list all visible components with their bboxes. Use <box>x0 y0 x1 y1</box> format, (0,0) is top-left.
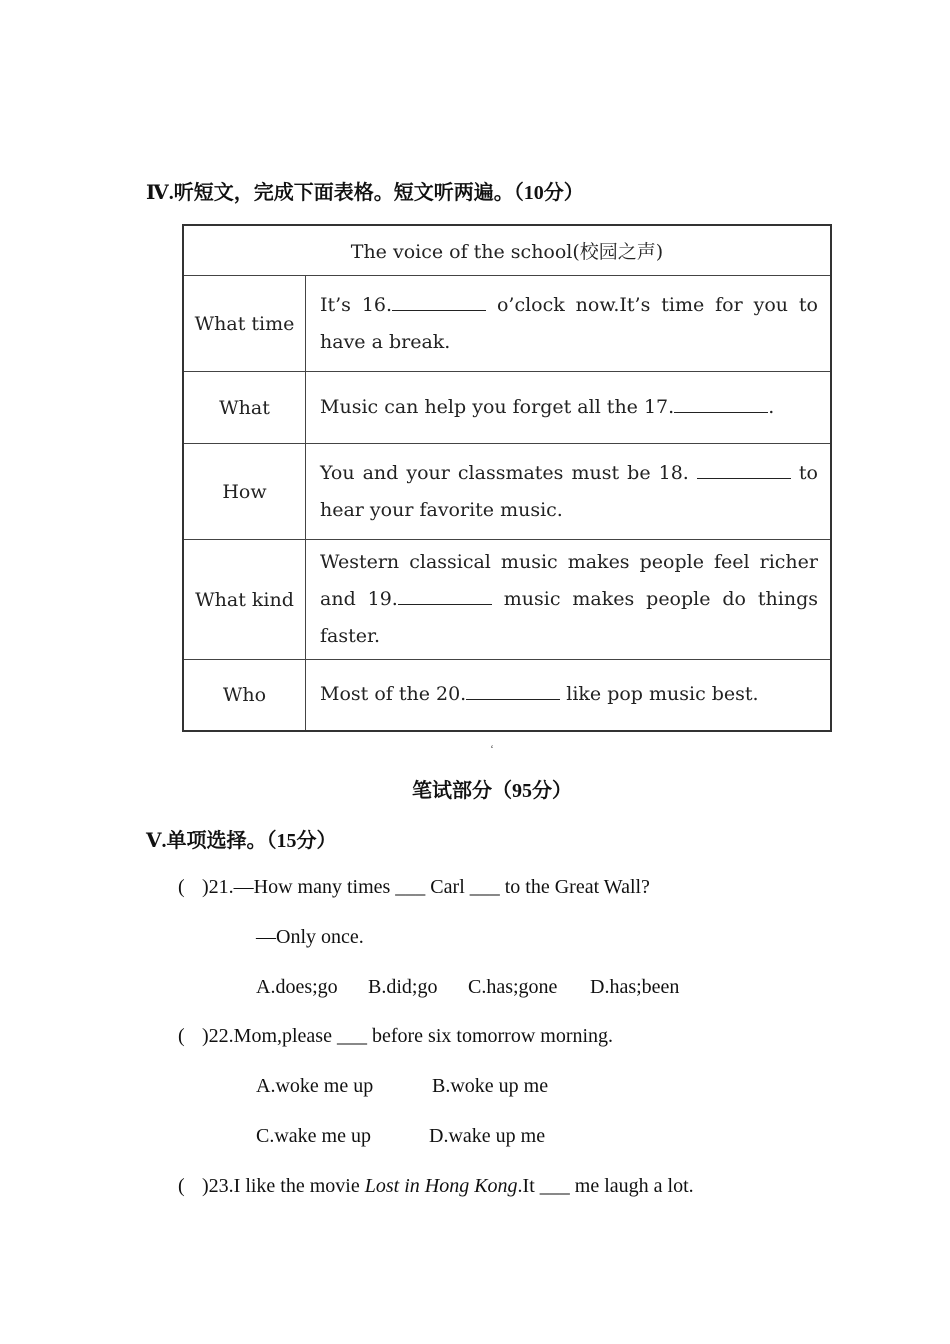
written-part-heading: 笔试部分（95分） <box>412 780 572 802</box>
answer-paren[interactable]: ( <box>178 1175 185 1197</box>
option-d[interactable]: D.wake up me <box>429 1125 546 1147</box>
question-23 <box>178 1175 694 1198</box>
question-22-options-row1 <box>256 1075 548 1098</box>
option-a[interactable]: A.does;go <box>256 976 338 998</box>
row-text: Western classical music makes people feel richer and 19. music makes people do things faster. <box>306 540 832 660</box>
option-c[interactable]: C.has;gone <box>468 976 558 998</box>
section-5-heading: Ⅴ.单项选择。（15分） <box>146 830 337 852</box>
table-row <box>183 444 831 540</box>
table-row <box>183 660 831 731</box>
question-text: )21.—How many times ___ Carl ___ to the Great Wall? <box>202 876 650 898</box>
row-text: You and your classmates must be 18. to hear your favorite music. <box>306 444 832 540</box>
voice-of-school-table <box>182 224 832 732</box>
row-label: What time <box>183 276 306 372</box>
section-4-heading: Ⅳ.听短文，完成下面表格。短文听两遍。（10分） <box>146 182 584 204</box>
question-21-reply: —Only once. <box>256 926 364 948</box>
answer-blank-18[interactable] <box>697 460 791 479</box>
option-b[interactable]: B.woke up me <box>432 1075 549 1097</box>
answer-blank-17[interactable] <box>674 394 768 413</box>
table-row <box>183 276 831 372</box>
answer-paren[interactable]: ( <box>178 1025 185 1047</box>
movie-title: Lost in Hong Kong <box>364 1175 518 1197</box>
row-label: What kind <box>183 540 306 660</box>
table-row <box>183 540 831 660</box>
row-label: Who <box>183 660 306 731</box>
answer-blank-20[interactable] <box>466 681 560 700</box>
question-text: )23.I like the movie <box>202 1175 365 1197</box>
option-d[interactable]: D.has;been <box>590 976 680 998</box>
answer-blank-16[interactable] <box>392 292 486 311</box>
row-text: It’s 16. o’clock now.It’s time for you to have a break. <box>306 276 832 372</box>
row-label: What <box>183 372 306 444</box>
row-label: How <box>183 444 306 540</box>
question-text: )22.Mom,please ___ before six tomorrow morning. <box>202 1025 614 1047</box>
question-21-options <box>256 976 679 999</box>
question-21 <box>178 876 650 899</box>
row-text: Music can help you forget all the 17. . <box>306 372 832 444</box>
question-22 <box>178 1025 613 1048</box>
table-row <box>183 372 831 444</box>
question-text: .It ___ me laugh a lot. <box>517 1175 694 1197</box>
option-b[interactable]: B.did;go <box>368 976 438 998</box>
option-c[interactable]: C.wake me up <box>256 1125 371 1147</box>
table-caption: The voice of the school(校园之声) <box>183 225 831 276</box>
answer-blank-19[interactable] <box>398 586 492 605</box>
row-text: Most of the 20. like pop music best. <box>306 660 832 731</box>
answer-paren[interactable]: ( <box>178 876 185 898</box>
question-22-options-row2 <box>256 1125 545 1148</box>
option-a[interactable]: A.woke me up <box>256 1075 374 1097</box>
stray-mark: ‘ <box>490 742 494 756</box>
